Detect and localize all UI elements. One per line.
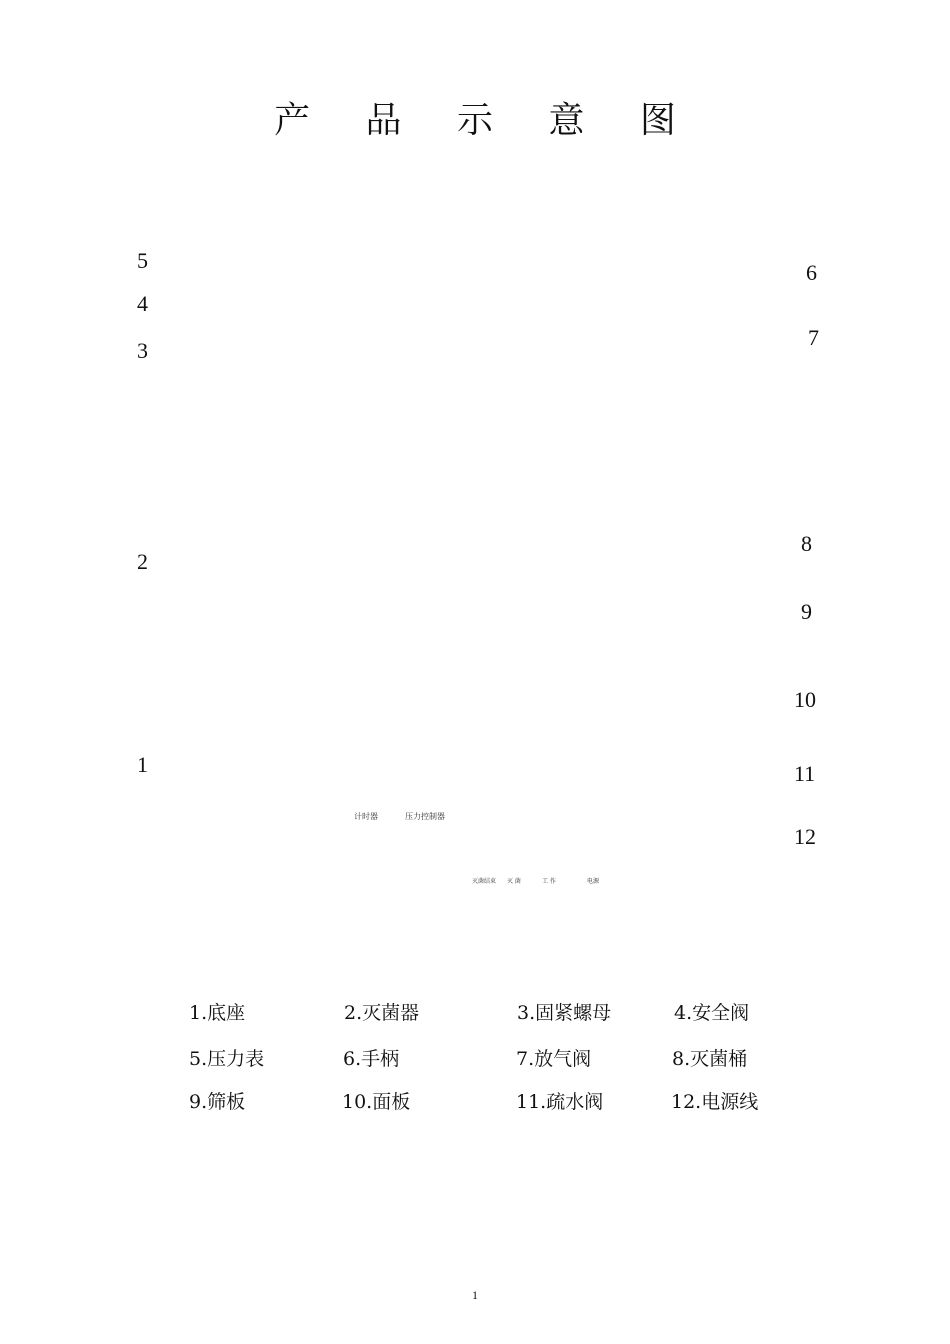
legend-item: 10.面板 <box>342 1091 411 1113</box>
callout-3: 3 <box>137 338 148 363</box>
legend-item: 2.灭菌器 <box>344 1002 420 1024</box>
legend-item: 5.压力表 <box>189 1048 265 1070</box>
legend-item: 11.疏水阀 <box>516 1091 604 1113</box>
legend-item: 7.放气阀 <box>516 1048 592 1070</box>
page-title: 产 品 示 意 图 <box>274 100 698 141</box>
legend-item: 4.安全阀 <box>674 1002 750 1024</box>
legend-item: 3.固紧螺母 <box>517 1002 612 1024</box>
power-label: 电源 <box>587 878 600 885</box>
sterilize-label: 灭 菌 <box>507 878 521 885</box>
callout-10: 10 <box>794 687 816 712</box>
legend-item: 8.灭菌桶 <box>672 1048 748 1070</box>
callout-5: 5 <box>137 248 148 273</box>
sterilize-done-label: 灭菌结束 <box>472 878 497 885</box>
timer-label: 计时器 <box>354 812 378 821</box>
callout-6: 6 <box>806 260 817 285</box>
callout-12: 12 <box>794 824 816 849</box>
callout-2: 2 <box>137 549 148 574</box>
callout-7: 7 <box>808 325 819 350</box>
legend-item: 6.手柄 <box>343 1048 400 1070</box>
legend-item: 9.筛板 <box>189 1091 246 1113</box>
working-label: 工 作 <box>542 878 556 885</box>
pressure-controller-label: 压力控制器 <box>405 812 445 821</box>
page-number: 1 <box>472 1288 478 1302</box>
callout-8: 8 <box>801 531 812 556</box>
legend-item: 1.底座 <box>189 1002 246 1024</box>
callout-11: 11 <box>794 761 816 786</box>
legend-item: 12.电源线 <box>671 1091 759 1113</box>
callout-1: 1 <box>137 752 148 777</box>
callout-9: 9 <box>801 599 812 624</box>
callout-4: 4 <box>137 291 148 316</box>
